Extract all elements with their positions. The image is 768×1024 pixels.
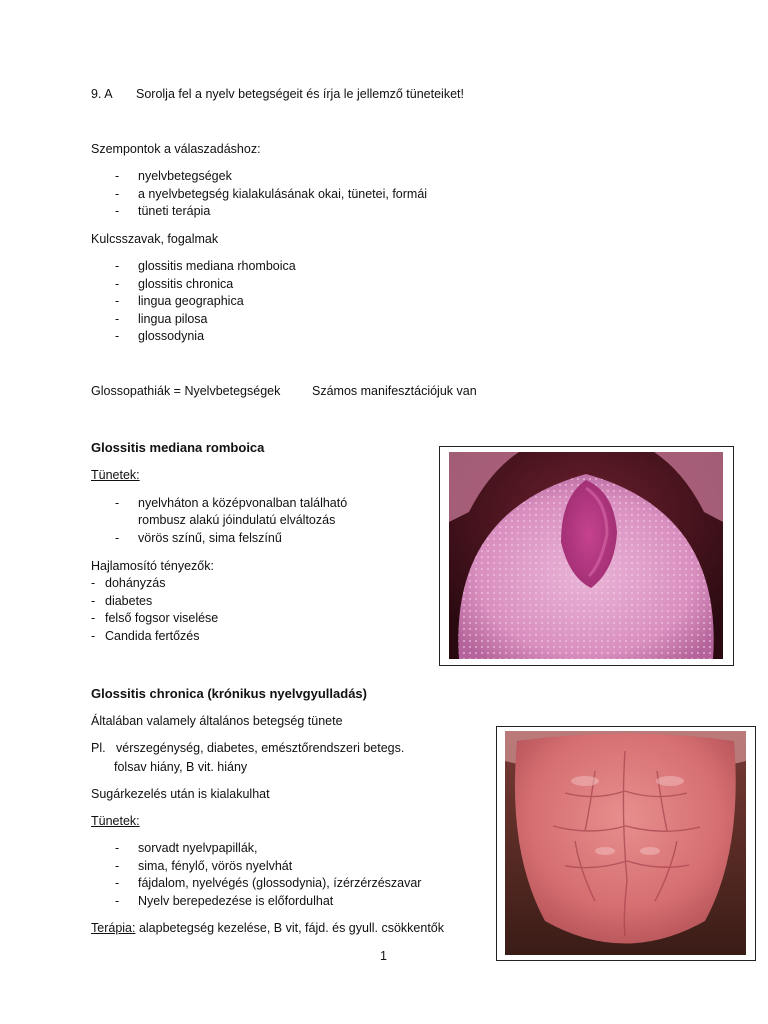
list-bullet: - <box>91 611 96 625</box>
list-item: Nyelv berepedezése is előfordulhat <box>138 894 334 908</box>
tongue-rhomboid-photo <box>449 452 723 659</box>
list-item: nyelvháton a középvonalban található <box>138 496 348 510</box>
list-bullet: - <box>115 277 120 291</box>
list-item: nyelvbetegségek <box>138 169 232 183</box>
list-item: lingua geographica <box>138 294 244 308</box>
list-bullet: - <box>115 496 120 510</box>
therapy-text: alapbetegség kezelése, B vit, fájd. és gyull. csökkentők <box>135 921 444 935</box>
list-item: dohányzás <box>105 576 166 590</box>
definition-right: Számos manifesztációjuk van <box>312 384 477 398</box>
example-prefix: Pl. <box>91 741 106 755</box>
list-item: Candida fertőzés <box>105 629 200 643</box>
list-bullet: - <box>91 576 96 590</box>
list-bullet: - <box>115 259 120 273</box>
section1-title: Glossitis mediana romboica <box>91 440 265 455</box>
factors-heading: Hajlamosító tényezők: <box>91 559 214 573</box>
section2-intro: Általában valamely általános betegség tünete <box>91 714 343 728</box>
list-bullet: - <box>115 876 120 890</box>
list-item: felső fogsor viselése <box>105 611 219 625</box>
therapy-label: Terápia: <box>91 921 136 935</box>
section2-symptoms-label: Tünetek: <box>91 814 140 828</box>
list-item: glossitis chronica <box>138 277 234 291</box>
list-item: lingua pilosa <box>138 312 208 326</box>
section1-symptoms-label: Tünetek: <box>91 468 140 482</box>
list-item: glossodynia <box>138 329 205 343</box>
tongue-chronica-photo <box>505 731 746 955</box>
list-bullet: - <box>115 187 120 201</box>
list-item: a nyelvbetegség kialakulásának okai, tünetei, formái <box>138 187 428 201</box>
list-item: tüneti terápia <box>138 204 211 218</box>
list-bullet: - <box>115 169 120 183</box>
list-bullet: - <box>115 894 120 908</box>
list-item: sima, fénylő, vörös nyelvhát <box>138 859 293 873</box>
therapy-line <box>91 921 444 935</box>
criteria-heading: Szempontok a válaszadáshoz: <box>91 142 261 156</box>
radiation-note: Sugárkezelés után is kialakulhat <box>91 787 270 801</box>
list-item: fájdalom, nyelvégés (glossodynia), ízérzérzészavar <box>138 876 422 890</box>
question-number: 9. A <box>91 87 113 101</box>
list-bullet: - <box>115 329 120 343</box>
list-item-continuation: rombusz alakú jóindulatú elváltozás <box>138 513 336 527</box>
list-bullet: - <box>115 204 120 218</box>
list-bullet: - <box>115 531 120 545</box>
list-bullet: - <box>115 294 120 308</box>
list-bullet: - <box>115 859 120 873</box>
list-item: sorvadt nyelvpapillák, <box>138 841 258 855</box>
list-bullet: - <box>91 629 96 643</box>
list-item: vörös színű, sima felszínű <box>138 531 282 545</box>
section2-title: Glossitis chronica (krónikus nyelvgyulladás) <box>91 686 367 701</box>
list-bullet: - <box>91 594 96 608</box>
example-line-2: folsav hiány, B vit. hiány <box>114 760 248 774</box>
keywords-heading: Kulcsszavak, fogalmak <box>91 232 219 246</box>
list-bullet: - <box>115 841 120 855</box>
list-item: diabetes <box>105 594 153 608</box>
list-bullet: - <box>115 312 120 326</box>
list-item: glossitis mediana rhomboica <box>138 259 296 273</box>
page-number: 1 <box>380 949 387 963</box>
definition-left: Glossopathiák = Nyelvbetegségek <box>91 384 281 398</box>
question-text: Sorolja fel a nyelv betegségeit és írja le jellemző tüneteiket! <box>136 87 464 101</box>
example-line-1: vérszegénység, diabetes, emésztőrendszeri betegs. <box>116 741 405 755</box>
